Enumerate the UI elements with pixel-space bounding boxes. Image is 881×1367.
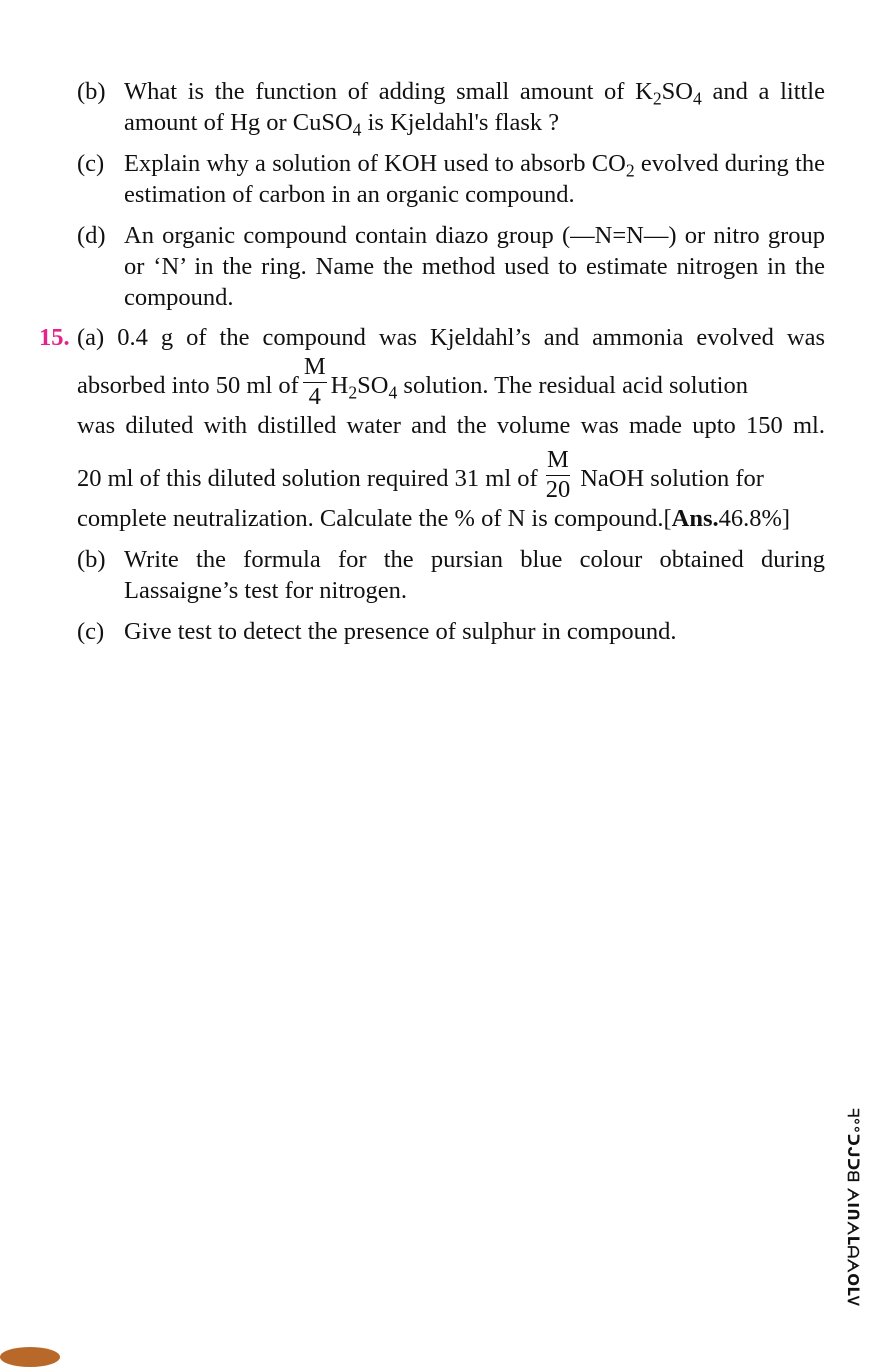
- question-15a-line-5: [77, 503, 825, 534]
- text-run: What is the function of adding small amount of K: [124, 78, 653, 105]
- side-watermark: [836, 1107, 868, 1307]
- text-run: absorbed into 50 ml of: [77, 371, 299, 399]
- subscript: 2: [652, 88, 662, 109]
- fraction-denominator: 20: [545, 475, 571, 503]
- subscript: 4: [352, 119, 362, 140]
- fraction-numerator: M: [303, 353, 326, 380]
- question-label: (b): [77, 78, 106, 105]
- question-label: (c): [77, 150, 105, 177]
- fraction-numerator: M: [547, 446, 569, 473]
- subscript: 4: [692, 88, 702, 109]
- question-text: Write the formula for the pursian blue colour obtained during Lassaigne’s test for nitrogen.: [124, 546, 825, 604]
- text-run: H: [330, 371, 349, 399]
- question-text: An organic compound contain diazo group (—N=N—) or nitro group or ‘N’ in the ring. Name the method used to estimate nitrogen in the compound.: [124, 222, 825, 311]
- question-text: [124, 76, 825, 138]
- text-run: evolved during the estimation of carbon in an organic compound.: [124, 150, 825, 208]
- corner-decoration: [0, 1347, 60, 1367]
- answer-label: Ans.: [671, 505, 719, 532]
- question-label: (c): [77, 618, 105, 645]
- question-14d: [77, 220, 825, 313]
- subscript: 2: [625, 160, 635, 181]
- text-run: and a little amount of Hg or CuSO: [124, 78, 825, 136]
- question-15a-line-1: (a) 0.4 g of the compound was Kjeldahl’s and ammonia evolved was: [77, 324, 825, 351]
- text-run: SO: [357, 371, 389, 399]
- text-run: is Kjeldahl's flask ?: [361, 109, 560, 136]
- question-14b: [77, 76, 825, 138]
- fraction-denominator: 4: [303, 382, 327, 410]
- question-text: [124, 148, 825, 210]
- subscript: 2: [348, 381, 358, 402]
- answer-value: 46.8%]: [718, 505, 791, 532]
- question-label: (b): [77, 546, 106, 573]
- formula-h2so4: [331, 370, 398, 401]
- text-run: solution. The residual acid solution: [397, 371, 748, 399]
- side-text: ᖷ°°ᑐᒍᑐᗺ ᗅIᑎᗅᒪᗩᗅOᒪᏙ: [843, 1107, 862, 1307]
- question-15c: [77, 616, 825, 647]
- question-15b: [77, 544, 825, 606]
- question-label: (d): [77, 222, 106, 249]
- text-run: 20 ml of this diluted solution required 31 ml of: [77, 464, 538, 492]
- text-run: SO: [661, 78, 693, 105]
- text-run: complete neutralization. Calculate the % of N is compound.[: [77, 505, 672, 532]
- fraction-m-over-20: [546, 448, 571, 502]
- question-15a-line-3: was diluted with distilled water and the volume was made upto 150 ml.: [77, 412, 825, 439]
- question-text: Give test to detect the presence of sulphur in compound.: [124, 618, 677, 645]
- question-15a-line-2: [77, 355, 825, 415]
- subscript: 4: [388, 381, 398, 402]
- fraction-m-over-4: [303, 355, 327, 409]
- question-number: 15.: [39, 324, 70, 351]
- text-run: NaOH solution for: [580, 464, 764, 492]
- text-run: Explain why a solution of KOH used to absorb CO: [124, 150, 626, 177]
- question-14c: [77, 148, 825, 210]
